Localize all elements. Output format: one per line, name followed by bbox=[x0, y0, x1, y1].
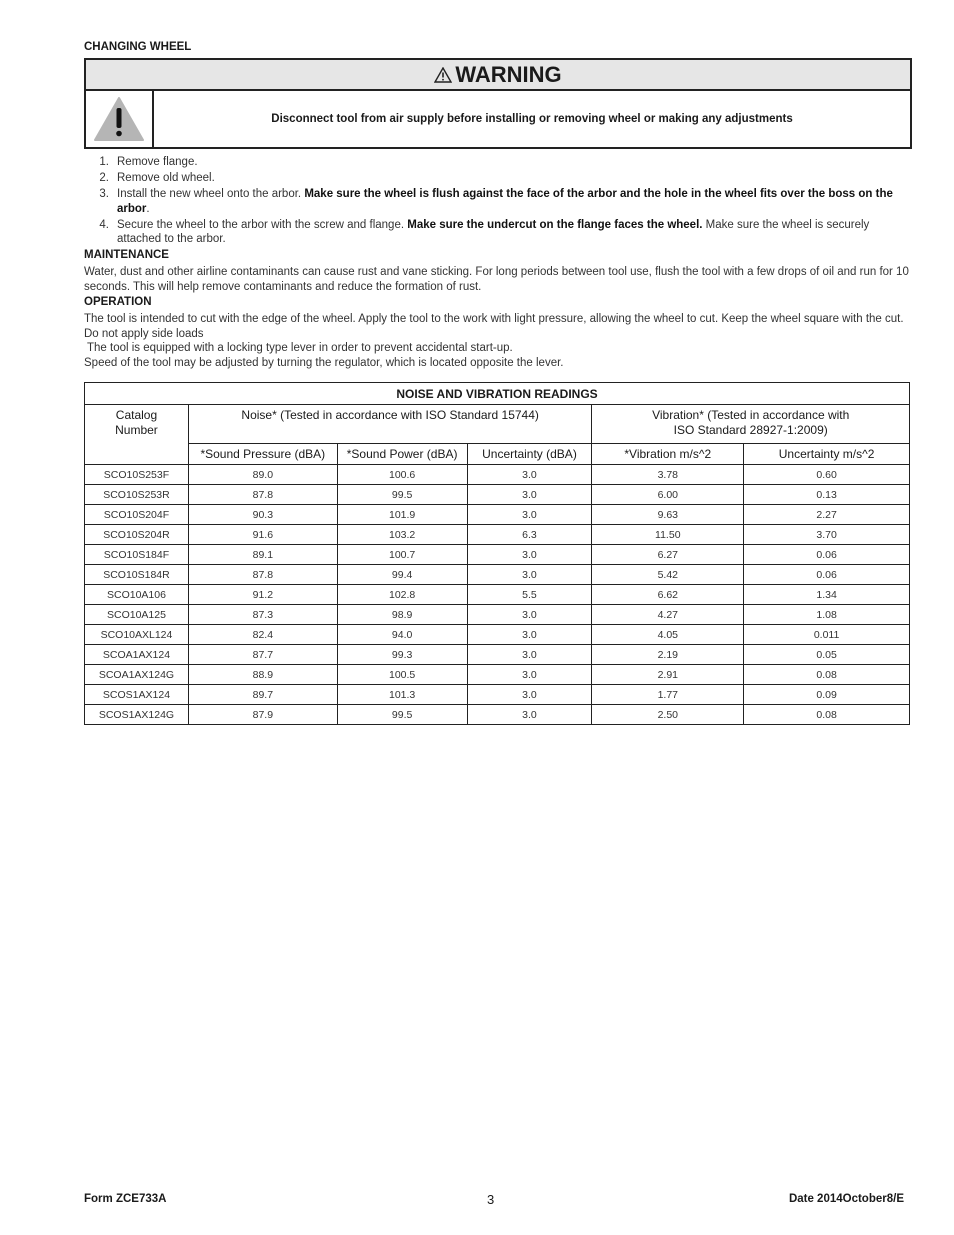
table-title: NOISE AND VIBRATION READINGS bbox=[85, 383, 910, 405]
table-cell: 87.9 bbox=[188, 705, 337, 725]
list-item bbox=[84, 171, 910, 186]
table-cell: 89.1 bbox=[188, 545, 337, 565]
table-cell: 99.3 bbox=[337, 645, 467, 665]
step-text: Remove old wheel. bbox=[117, 172, 215, 184]
table-cell: 4.05 bbox=[592, 625, 744, 645]
table-cell: 100.7 bbox=[337, 545, 467, 565]
table-cell: 88.9 bbox=[188, 665, 337, 685]
table-cell: 0.06 bbox=[744, 565, 910, 585]
operation-line-1: The tool is intended to cut with the edge of the wheel. Apply the tool to the work with light pressure, allowing the wheel to cut. Keep the wheel square with the cut. Do not apply side loads bbox=[84, 313, 904, 340]
table-cell: 3.0 bbox=[467, 665, 592, 685]
table-cell: 1.34 bbox=[744, 585, 910, 605]
catalog-number-cell: SCO10S253F bbox=[85, 465, 189, 485]
table-cell: 6.3 bbox=[467, 525, 592, 545]
table-cell: 2.91 bbox=[592, 665, 744, 685]
step-number: 2. bbox=[99, 172, 109, 184]
table-cell: 100.5 bbox=[337, 665, 467, 685]
table-cell: 0.13 bbox=[744, 485, 910, 505]
section-title-operation: OPERATION bbox=[84, 296, 152, 308]
table-cell: 102.8 bbox=[337, 585, 467, 605]
step-text: Install the new wheel onto the arbor. Make sure the wheel is flush against the face of the arbor and the hole in the wheel fits over the boss on the arbor. bbox=[117, 188, 893, 215]
table-cell: 11.50 bbox=[592, 525, 744, 545]
table-cell: 87.7 bbox=[188, 645, 337, 665]
column-header: *Vibration m/s^2 bbox=[592, 444, 744, 465]
maintenance-text: Water, dust and other airline contaminants can cause rust and vane sticking. For long periods between tool use, flush the tool with a few drops of oil and run for 10 seconds. This will help remove contaminants and reduce the formation of rust. bbox=[84, 266, 909, 293]
table-cell: 3.78 bbox=[592, 465, 744, 485]
table-row bbox=[85, 545, 910, 565]
catalog-number-cell: SCO10S253R bbox=[85, 485, 189, 505]
warning-message: Disconnect tool from air supply before installing or removing wheel or making any adjustments bbox=[271, 113, 793, 125]
table-cell: 0.60 bbox=[744, 465, 910, 485]
catalog-number-cell: SCO10AXL124 bbox=[85, 625, 189, 645]
catalog-number-cell: SCO10S184F bbox=[85, 545, 189, 565]
step-text: Secure the wheel to the arbor with the screw and flange. Make sure the undercut on the flange faces the wheel. Make sure the wheel is securely attached to the arbor. bbox=[117, 218, 870, 245]
column-header: *Sound Power (dBA) bbox=[337, 444, 467, 465]
table-cell: 82.4 bbox=[188, 625, 337, 645]
table-row bbox=[85, 605, 910, 625]
table-cell: 90.3 bbox=[188, 505, 337, 525]
step-text: Remove flange. bbox=[117, 156, 198, 168]
section-title-changing-wheel: CHANGING WHEEL bbox=[84, 41, 192, 53]
vibration-header: Vibration* (Tested in accordance with ISO Standard 28927-1:2009) bbox=[592, 405, 910, 444]
table-cell: 100.6 bbox=[337, 465, 467, 485]
operation-line-2: The tool is equipped with a locking type lever in order to prevent accidental start-up. bbox=[84, 342, 513, 354]
catalog-number-cell: SCOS1AX124 bbox=[85, 685, 189, 705]
table-cell: 0.08 bbox=[744, 705, 910, 725]
warning-body bbox=[86, 91, 910, 147]
table-cell: 91.6 bbox=[188, 525, 337, 545]
column-header: *Sound Pressure (dBA) bbox=[188, 444, 337, 465]
table-row bbox=[85, 705, 910, 725]
table-body bbox=[85, 465, 910, 725]
catalog-number-cell: SCOA1AX124G bbox=[85, 665, 189, 685]
list-item bbox=[84, 155, 910, 170]
table-cell: 99.5 bbox=[337, 705, 467, 725]
table-cell: 3.0 bbox=[467, 465, 592, 485]
document-date: Date 2014October8/E bbox=[788, 1193, 904, 1205]
table-cell: 87.3 bbox=[188, 605, 337, 625]
table-cell: 0.05 bbox=[744, 645, 910, 665]
table-row bbox=[85, 645, 910, 665]
table-cell: 91.2 bbox=[188, 585, 337, 605]
table-cell: 3.0 bbox=[467, 705, 592, 725]
warning-icon-cell bbox=[86, 91, 154, 147]
catalog-number-cell: SCO10S204R bbox=[85, 525, 189, 545]
form-number: Form ZCE733A bbox=[84, 1193, 167, 1205]
operation-line-3: Speed of the tool may be adjusted by turning the regulator, which is located opposite the lever. bbox=[84, 356, 564, 369]
noise-header: Noise* (Tested in accordance with ISO Standard 15744) bbox=[188, 405, 591, 444]
table-cell: 3.0 bbox=[467, 505, 592, 525]
table-cell: 3.0 bbox=[467, 645, 592, 665]
table-cell: 1.08 bbox=[744, 605, 910, 625]
table-cell: 2.19 bbox=[592, 645, 744, 665]
table-cell: 3.0 bbox=[467, 625, 592, 645]
warning-title: WARNING bbox=[455, 61, 562, 87]
table-cell: 6.00 bbox=[592, 485, 744, 505]
list-item bbox=[84, 187, 910, 216]
table-cell: 6.62 bbox=[592, 585, 744, 605]
table-row bbox=[85, 505, 910, 525]
table-cell: 5.42 bbox=[592, 565, 744, 585]
table-cell: 6.27 bbox=[592, 545, 744, 565]
table-cell: 98.9 bbox=[337, 605, 467, 625]
table-cell: 3.0 bbox=[467, 605, 592, 625]
table-cell: 99.4 bbox=[337, 565, 467, 585]
table-cell: 89.7 bbox=[188, 685, 337, 705]
table-row bbox=[85, 565, 910, 585]
catalog-number-cell: SCO10A106 bbox=[85, 585, 189, 605]
table-cell: 5.5 bbox=[467, 585, 592, 605]
column-header: Uncertainty (dBA) bbox=[467, 444, 592, 465]
catalog-number-cell: SCOS1AX124G bbox=[85, 705, 189, 725]
table-cell: 2.27 bbox=[744, 505, 910, 525]
table-cell: 101.3 bbox=[337, 685, 467, 705]
table-row bbox=[85, 625, 910, 645]
noise-vibration-table bbox=[84, 382, 910, 725]
catalog-number-cell: SCOA1AX124 bbox=[85, 645, 189, 665]
exclamation-triangle-icon bbox=[93, 96, 145, 142]
table-cell: 89.0 bbox=[188, 465, 337, 485]
table-cell: 3.0 bbox=[467, 685, 592, 705]
table-cell: 3.0 bbox=[467, 565, 592, 585]
table-cell: 94.0 bbox=[337, 625, 467, 645]
catalog-number-cell: SCO10S184R bbox=[85, 565, 189, 585]
table-row bbox=[85, 525, 910, 545]
step-number: 4. bbox=[99, 218, 109, 231]
table-cell: 103.2 bbox=[337, 525, 467, 545]
section-title-maintenance: MAINTENANCE bbox=[84, 249, 169, 261]
page-number: 3 bbox=[487, 1192, 495, 1207]
table-row bbox=[85, 585, 910, 605]
table-cell: 87.8 bbox=[188, 565, 337, 585]
table-cell: 4.27 bbox=[592, 605, 744, 625]
list-item bbox=[84, 218, 910, 247]
table-cell: 99.5 bbox=[337, 485, 467, 505]
table-row bbox=[85, 485, 910, 505]
table-cell: 1.77 bbox=[592, 685, 744, 705]
step-number: 1. bbox=[99, 156, 109, 168]
table-cell: 3.70 bbox=[744, 525, 910, 545]
operation-text bbox=[84, 312, 910, 370]
table-cell: 0.09 bbox=[744, 685, 910, 705]
table-cell: 3.0 bbox=[467, 545, 592, 565]
catalog-number-header: Catalog Number bbox=[85, 405, 189, 465]
column-header: Uncertainty m/s^2 bbox=[744, 444, 910, 465]
table-cell: 9.63 bbox=[592, 505, 744, 525]
catalog-number-cell: SCO10A125 bbox=[85, 605, 189, 625]
table-cell: 0.08 bbox=[744, 665, 910, 685]
table-cell: 0.011 bbox=[744, 625, 910, 645]
step-number: 3. bbox=[99, 188, 109, 200]
table-row bbox=[85, 685, 910, 705]
table-cell: 2.50 bbox=[592, 705, 744, 725]
catalog-number-cell: SCO10S204F bbox=[85, 505, 189, 525]
table-row bbox=[85, 665, 910, 685]
table-cell: 3.0 bbox=[467, 485, 592, 505]
warning-triangle-icon bbox=[434, 67, 452, 83]
wheel-change-steps bbox=[84, 155, 910, 248]
warning-box bbox=[84, 58, 912, 149]
table-row bbox=[85, 465, 910, 485]
table-cell: 0.06 bbox=[744, 545, 910, 565]
table-cell: 101.9 bbox=[337, 505, 467, 525]
warning-header bbox=[86, 60, 910, 91]
table-cell: 87.8 bbox=[188, 485, 337, 505]
